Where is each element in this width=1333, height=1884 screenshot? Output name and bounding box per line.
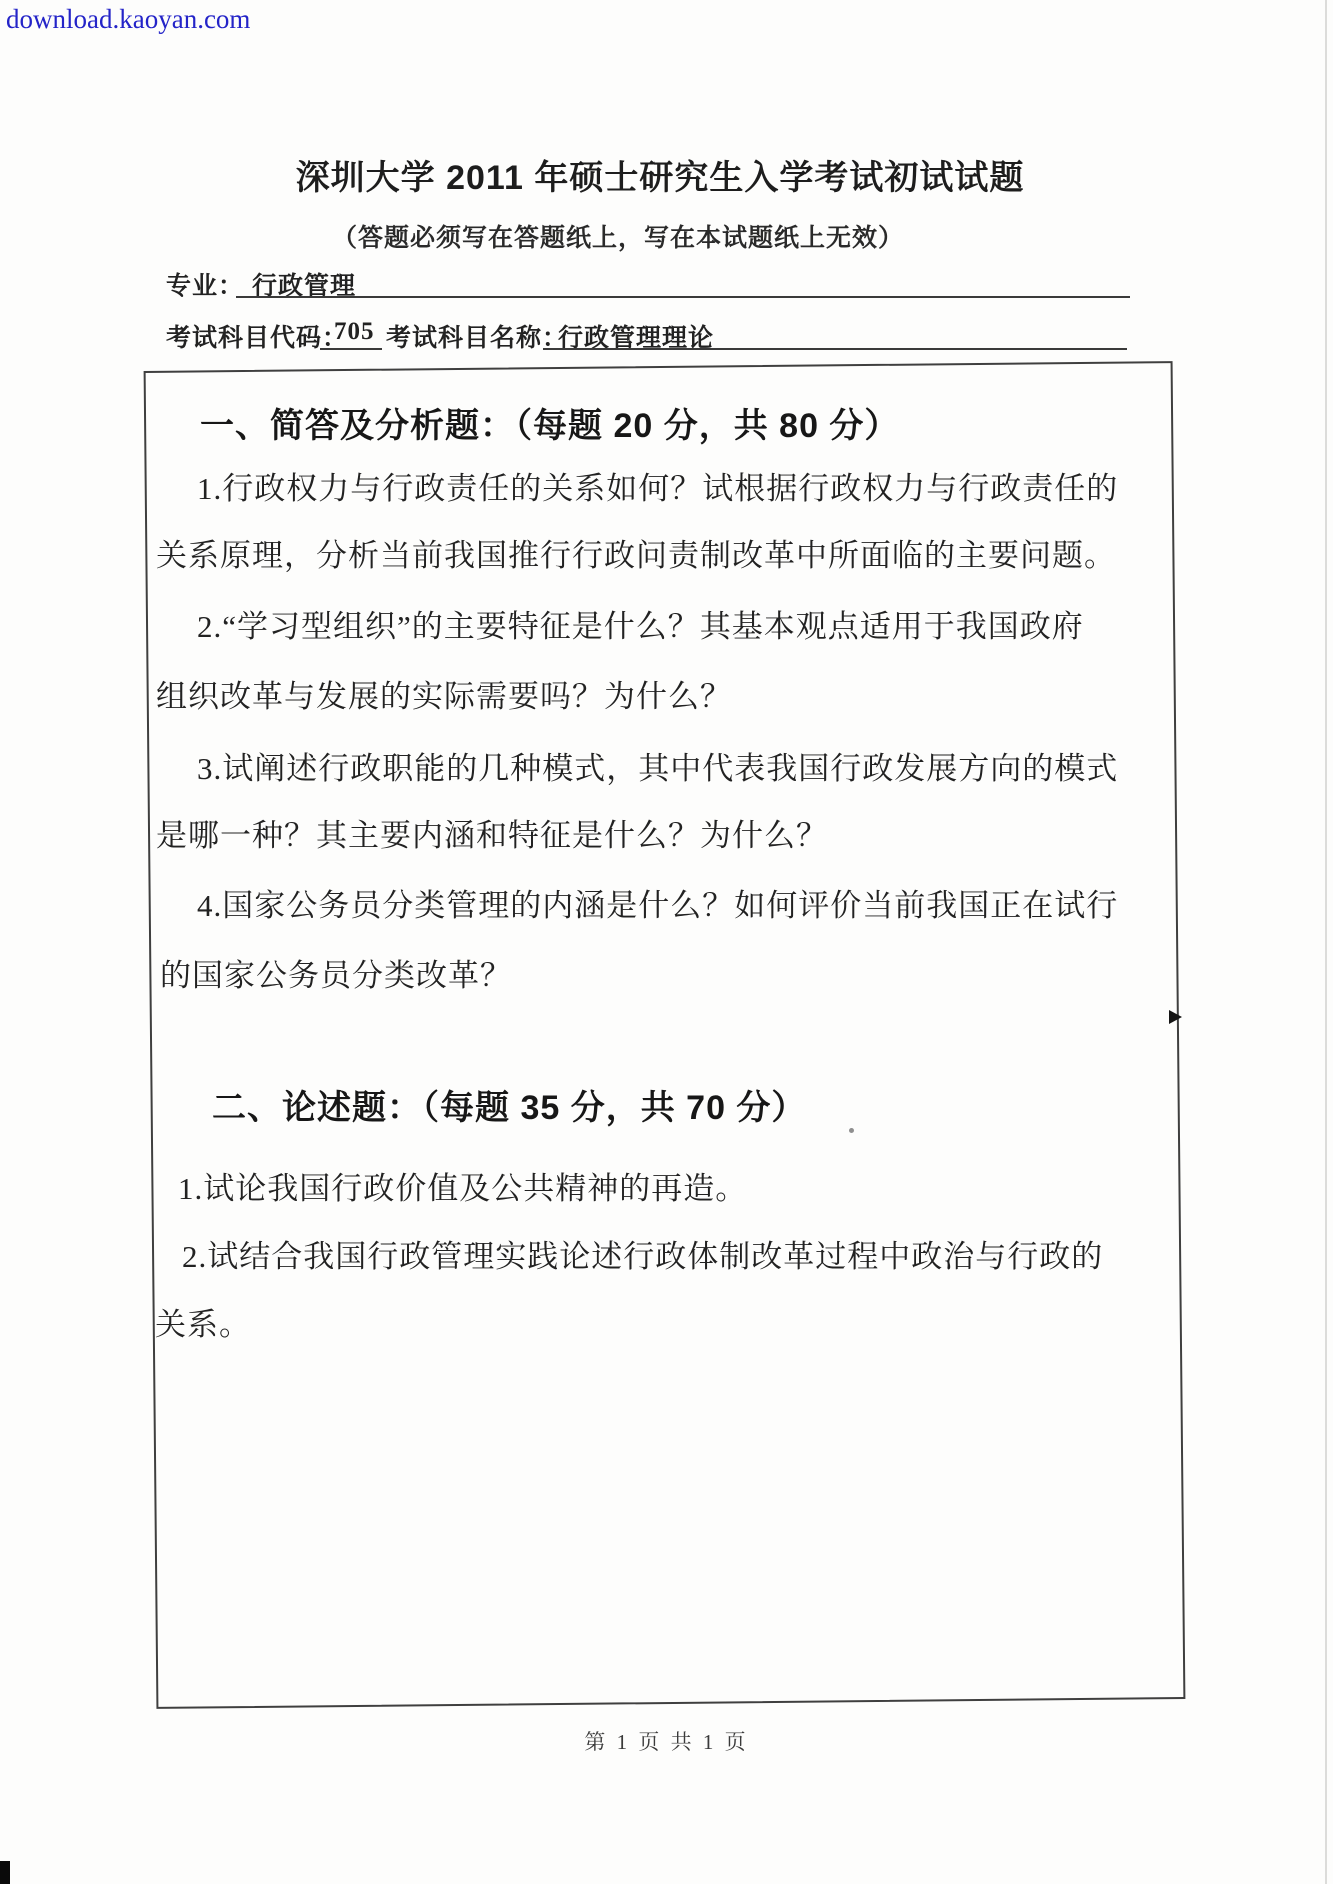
scan-edge-line [1325,0,1327,1884]
answer-instruction: （答题必须写在答题纸上，写在本试题纸上无效） [332,225,905,252]
subject-code-label: 考试科目代码： [166,325,349,352]
question-1-line-2: 关系原理，分析当前我国推行行政问责制改革中所面临的主要问题。 [156,538,1116,573]
major-label: 专业： [166,273,245,300]
subject-name-value: 行政管理理论 [558,325,715,352]
subject-code-value: 705 [334,318,375,345]
section-2-heading: 二、论述题：（每题 35 分，共 70 分） [212,1089,807,1127]
section-1-heading: 一、简答及分析题：（每题 20 分，共 80 分） [200,407,900,445]
subject-code-underline [320,348,382,350]
subject-name-label: 考试科目名称： [386,325,569,352]
page-number: 第 1 页 共 1 页 [584,1730,749,1754]
question-4-line-1: 4.国家公务员分类管理的内涵是什么？如何评价当前我国正在试行 [197,888,1119,923]
essay-2-line-2: 关系。 [155,1307,251,1342]
stray-dot-mark [849,1128,854,1133]
question-2-line-2: 组织改革与发展的实际需要吗？为什么？ [156,679,732,714]
essay-1-line-1: 1.试论我国行政价值及公共精神的再造。 [178,1171,748,1206]
scan-corner-mark [0,1861,10,1884]
question-3-line-1: 3.试阐述行政职能的几种模式，其中代表我国行政发展方向的模式 [197,751,1119,786]
exam-title: 深圳大学 2011 年硕士研究生入学考试初试试题 [295,159,1025,197]
question-4-line-2: 的国家公务员分类改革？ [160,958,512,993]
watermark-text: download.kaoyan.com [6,4,251,34]
question-3-line-2: 是哪一种？其主要内涵和特征是什么？为什么？ [156,818,828,853]
question-2-line-1: 2.“学习型组织”的主要特征是什么？其基本观点适用于我国政府 [197,609,1084,644]
question-1-line-1: 1.行政权力与行政责任的关系如何？试根据行政权力与行政责任的 [197,471,1119,506]
subject-name-underline [543,348,1127,350]
right-border-arrow-mark [1169,1010,1182,1024]
major-value: 行政管理 [252,273,357,300]
major-underline [236,296,1130,298]
essay-2-line-1: 2.试结合我国行政管理实践论述行政体制改革过程中政治与行政的 [182,1239,1104,1274]
